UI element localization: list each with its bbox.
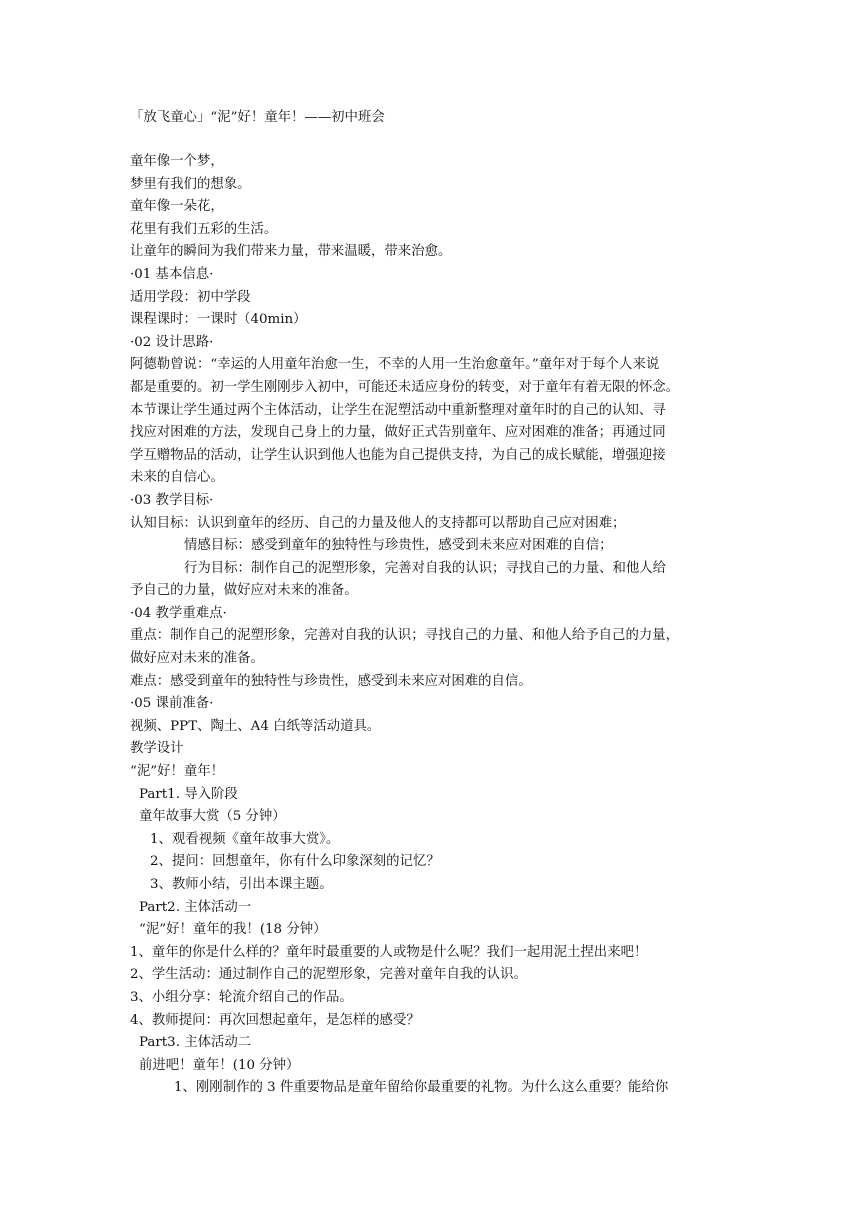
section-heading: ·05 课前准备· xyxy=(130,696,214,712)
paragraph-line: 予自己的力量，做好应对未来的准备。 xyxy=(130,583,358,599)
paragraph-line: 适用学段：初中学段 xyxy=(130,289,251,305)
paragraph-line: 课程课时：一课时（40min） xyxy=(130,312,307,328)
activity-heading: 前进吧！童年！(10 分钟） xyxy=(139,1057,300,1073)
list-item: 1、观看视频《童年故事大赏》。 xyxy=(150,831,340,847)
section-heading: ·04 教学重难点· xyxy=(130,605,227,621)
paragraph-line: 找应对困难的方法，发现自己身上的力量，做好正式告别童年、应对困难的准备；再通过同 xyxy=(130,425,666,441)
list-item: 4、教师提问：再次回想起童年，是怎样的感受？ xyxy=(130,1012,420,1028)
section-heading: ·01 基本信息· xyxy=(130,266,214,282)
document-title: 「放飞童心」“泥”好！童年！——初中班会 xyxy=(130,110,385,125)
paragraph-line: 难点：感受到童年的独特性与珍贵性，感受到未来应对困难的自信。 xyxy=(130,673,532,689)
part-heading: Part2. 主体活动一 xyxy=(139,899,252,915)
list-item: 3、教师小结，引出本课主题。 xyxy=(150,877,333,892)
paragraph-line: 梦里有我们的想象。 xyxy=(130,176,251,192)
paragraph-line: 花里有我们五彩的生活。 xyxy=(130,221,278,237)
paragraph-line: 视频、PPT、陶土、A4 白纸等活动道具。 xyxy=(130,718,381,734)
section-heading: ·02 设计思路· xyxy=(130,334,214,350)
paragraph-line: 认知目标：认识到童年的经历、自己的力量及他人的支持都可以帮助自己应对困难； xyxy=(130,515,626,531)
list-item: 1、刚刚制作的 3 件重要物品是童年留给你最重要的礼物。为什么这么重要？能给你 xyxy=(174,1080,669,1096)
paragraph-line: 童年像一个梦， xyxy=(130,154,224,169)
paragraph-line: 行为目标：制作自己的泥塑形象，完善对自我的认识；寻找自己的力量、和他人给 xyxy=(184,560,667,576)
document-body xyxy=(130,151,732,1100)
paragraph-line: 学互赠物品的活动，让学生认识到他人也能为自己提供支持，为自己的成长赋能，增强迎接 xyxy=(130,447,666,463)
section-heading: ·03 教学目标· xyxy=(130,492,214,508)
activity-heading: “泥”好！童年的我！(18 分钟） xyxy=(139,922,327,938)
section-heading: “泥”好！童年！ xyxy=(130,764,225,780)
activity-heading: 童年故事大赏（5 分钟） xyxy=(139,809,286,825)
list-item: 2、提问：回想童年，你有什么印象深刻的记忆？ xyxy=(150,854,440,870)
paragraph-line: 情感目标：感受到童年的独特性与珍贵性，感受到未来应对困难的自信； xyxy=(184,538,613,554)
part-heading: Part3. 主体活动二 xyxy=(139,1035,252,1051)
paragraph-line: 本节课让学生通过两个主体活动，让学生在泥塑活动中重新整理对童年时的自己的认知、寻 xyxy=(130,402,666,418)
list-item: 2、学生活动：通过制作自己的泥塑形象，完善对童年自我的认识。 xyxy=(130,967,527,983)
paragraph-line: 让童年的瞬间为我们带来力量，带来温暖，带来治愈。 xyxy=(130,244,452,260)
list-item: 3、小组分享：轮流介绍自己的作品。 xyxy=(130,989,353,1005)
paragraph-line: 童年像一朵花， xyxy=(130,199,224,215)
list-item: 1、童年的你是什么样的？童年时最重要的人或物是什么呢？我们一起用泥土捏出来吧！ xyxy=(130,944,648,960)
section-heading: 教学设计 xyxy=(130,741,184,757)
part-heading: Part1. 导入阶段 xyxy=(139,786,238,802)
paragraph-line: 都是重要的。初一学生刚刚步入初中，可能还未适应身份的转变，对于童年有着无限的怀念。 xyxy=(130,379,680,395)
paragraph-line: 未来的自信心。 xyxy=(130,470,224,486)
paragraph-line: 重点：制作自己的泥塑形象，完善对自我的认识；寻找自己的力量、和他人给予自己的力量， xyxy=(130,628,680,644)
paragraph-line: 阿德勒曾说：“幸运的人用童年治愈一生，不幸的人用一生治愈童年。”童年对于每个人来说 xyxy=(130,357,660,373)
paragraph-line: 做好应对未来的准备。 xyxy=(130,651,264,667)
